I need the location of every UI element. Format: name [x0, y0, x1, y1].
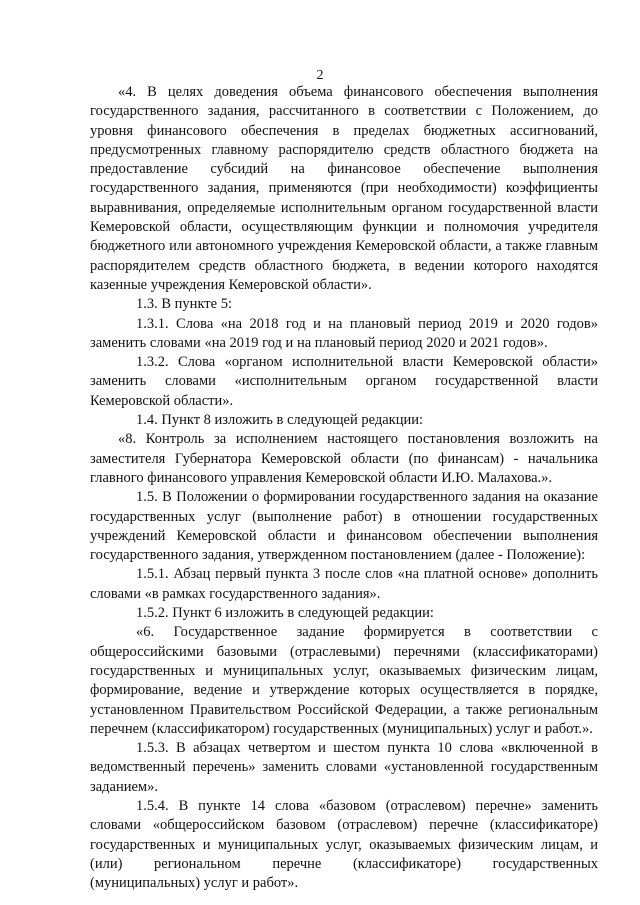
- paragraph-1-5-4: 1.5.4. В пункте 14 слова «базовом (отраслевом) перечне» заменить словами «общероссийском базовом (отраслевом) перечне (классификаторе) государственных и муниципальных услуг, оказываемых физическим лицам, и (или) региональном перечне (классификаторе) государственных (муниципальных) услуг и работ».: [90, 797, 598, 892]
- paragraph-1-3-1: 1.3.1. Слова «на 2018 год и на плановый период 2019 и 2020 годов» заменить словами «на 2019 год и на плановый период 2020 и 2021 годов».: [90, 315, 598, 351]
- paragraph-6-state-task: «6. Государственное задание формируется в соответствии с общероссийскими базовыми (отраслевыми) перечнями (классификаторами) государственных и муниципальных услуг, оказываемых физическим лицам, формирование, ведение и утверждение которых осуществляется в порядке, установленном Правительством Российской Федерации, а также региональным перечнем (классификатором) государственных (муниципальных) услуг и работ.».: [90, 624, 598, 737]
- paragraph-1-5-2: 1.5.2. Пункт 6 изложить в следующей редакции:: [136, 605, 434, 622]
- paragraph-4-coefficients: «4. В целях доведения объема финансового обеспечения выполнения государственного задания, рассчитанного в соответствии с Положением, до уровня финансового обеспечения в пределах бюджетных ассигнований, предусмотренных главному распорядителю средств областного бюджета на предоставление субсидий на финансовое обеспечение выполнения государственного задания, применяются (при необходимости) коэффициенты выравнивания, определяемые исполнительным органом государственной власти Кемеровской области, осуществляющим функции и полномочия учредителя бюджетного или автономного учреждения Кемеровской области, а также главным распорядителем средств областного бюджета, в ведении которого находятся казенные учреждения Кемеровской области».: [90, 84, 598, 293]
- paragraph-1-4: 1.4. Пункт 8 изложить в следующей редакции:: [136, 412, 424, 429]
- paragraph-8-control: «8. Контроль за исполнением настоящего постановления возложить на заместителя Губернатора Кемеровской области (по финансам) - начальника главного финансового управления Кемеровской области И.Ю. Малахова.».: [90, 431, 598, 486]
- document-body: [90, 83, 598, 893]
- paragraph-1-5-3: 1.5.3. В абзацах четвертом и шестом пункта 10 слова «включенной в ведомственный перечень» заменить словами «установленной государственным заданием».: [90, 740, 598, 795]
- paragraph-1-5: 1.5. В Положении о формировании государственного задания на оказание государственных услуг (выполнение работ) в отношении государственных учреждений Кемеровской области и финансовом обеспечении выполнения государственного задания, утвержденном постановлением (далее - Положение):: [90, 489, 598, 564]
- paragraph-1-5-1: 1.5.1. Абзац первый пункта 3 после слов «на платной основе» дополнить словами «в рамках государственного задания».: [90, 566, 598, 602]
- paragraph-1-3-2: 1.3.2. Слова «органом исполнительной власти Кемеровской области» заменить словами «исполнительным органом государственной власти Кемеровской области».: [90, 354, 598, 409]
- paragraph-1-3: 1.3. В пункте 5:: [136, 296, 232, 313]
- page-number: 2: [316, 68, 324, 83]
